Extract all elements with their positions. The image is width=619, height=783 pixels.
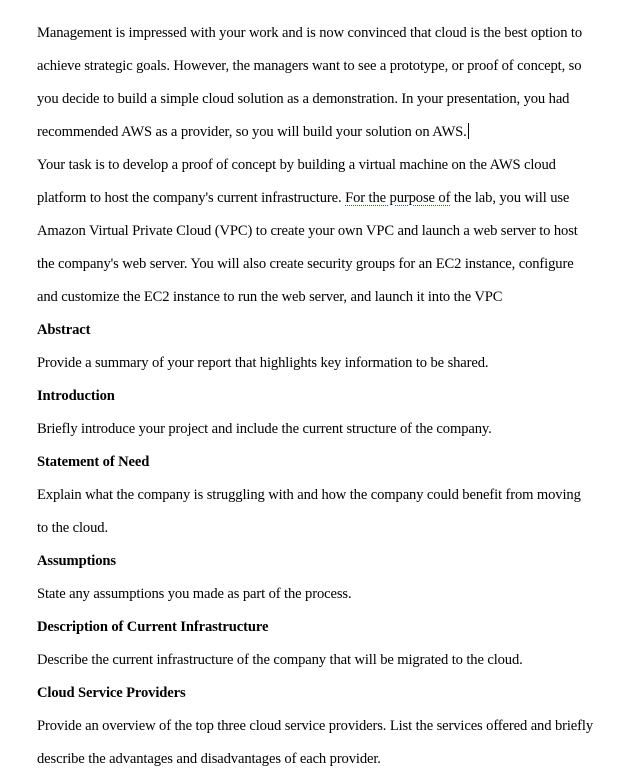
heading-cloud-service-providers: Cloud Service Providers — [37, 685, 186, 701]
paragraph-line: and customize the EC2 instance to run the web server, and launch it into the VPC — [37, 289, 503, 305]
paragraph-line: State any assumptions you made as part of the process. — [37, 586, 352, 602]
paragraph-line: describe the advantages and disadvantages of each provider. — [37, 751, 381, 767]
heading-abstract: Abstract — [37, 322, 91, 338]
paragraph-line: you decide to build a simple cloud solution as a demonstration. In your presentation, you had — [37, 91, 570, 107]
heading-current-infrastructure: Description of Current Infrastructure — [37, 619, 269, 635]
paragraph-line: the company's web server. You will also create security groups for an EC2 instance, configure — [37, 256, 574, 272]
text-cursor — [468, 123, 469, 139]
assumptions-paragraph[interactable] — [37, 578, 617, 611]
paragraph-line: Provide a summary of your report that highlights key information to be shared. — [37, 355, 489, 371]
paragraph-line: Management is impressed with your work and is now convinced that cloud is the best option to — [37, 25, 583, 41]
paragraph-line: Explain what the company is struggling with and how the company could benefit from moving — [37, 487, 581, 503]
current-infrastructure-paragraph[interactable] — [37, 644, 617, 677]
paragraph-line: Your task is to develop a proof of concept by building a virtual machine on the AWS cloud — [37, 157, 556, 173]
paragraph-line-text: recommended AWS as a provider, so you will build your solution on AWS. — [37, 124, 467, 140]
paragraph-text: the lab, you will use — [450, 190, 570, 206]
cloud-service-providers-paragraph[interactable] — [37, 710, 617, 776]
paragraph-line — [37, 116, 617, 149]
heading-statement-of-need: Statement of Need — [37, 454, 150, 470]
paragraph-line: Provide an overview of the top three cloud service providers. List the services offered and briefly — [37, 718, 594, 734]
introduction-paragraph[interactable] — [37, 413, 617, 446]
paragraph-line: Amazon Virtual Private Cloud (VPC) to create your own VPC and launch a web server to host — [37, 223, 578, 239]
abstract-paragraph[interactable] — [37, 347, 617, 380]
heading-introduction: Introduction — [37, 388, 115, 404]
heading-assumptions: Assumptions — [37, 553, 116, 569]
paragraph-line — [37, 182, 617, 215]
intro-paragraph-1[interactable] — [37, 17, 617, 149]
paragraph-line: Briefly introduce your project and include the current structure of the company. — [37, 421, 492, 437]
paragraph-line: Describe the current infrastructure of the company that will be migrated to the cloud. — [37, 652, 523, 668]
intro-paragraph-2[interactable] — [37, 149, 617, 314]
statement-of-need-paragraph[interactable] — [37, 479, 617, 545]
grammar-flagged-phrase[interactable]: For the purpose of — [345, 190, 451, 206]
paragraph-line: to the cloud. — [37, 520, 108, 536]
paragraph-text: platform to host the company's current infrastructure. — [37, 190, 346, 206]
paragraph-line: achieve strategic goals. However, the managers want to see a prototype, or proof of concept, so — [37, 58, 582, 74]
document-body[interactable] — [37, 17, 617, 776]
